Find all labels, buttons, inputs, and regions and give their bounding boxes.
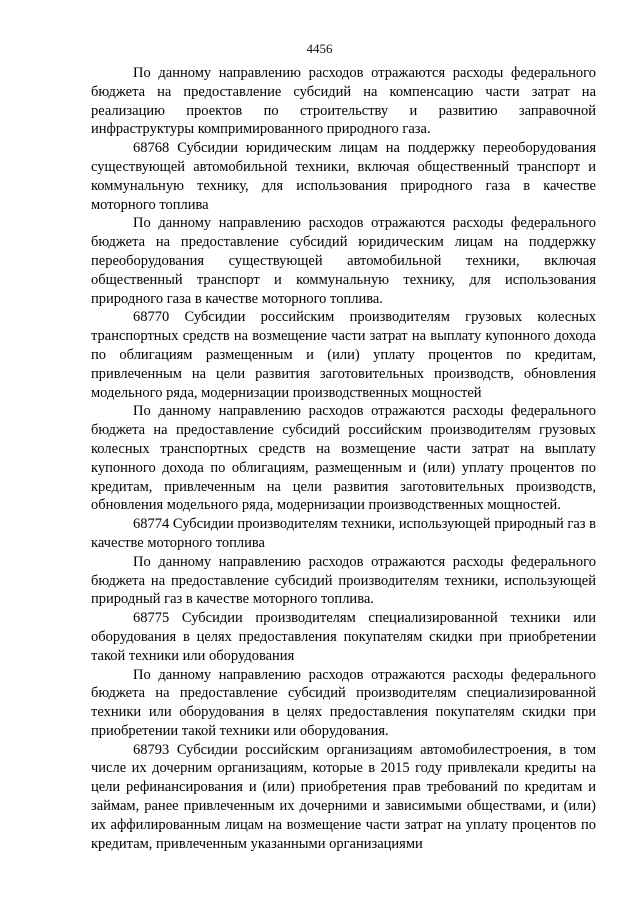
paragraph-code-68775-heading: 68775 Субсидии производителям специализированной техники или оборудования в целях предоставления покупателям скидки при приобретении такой техники или оборудования <box>91 610 596 664</box>
paragraph-expense-description: По данному направлению расходов отражаются расходы федерального бюджета на предоставление субсидий на компенсацию части затрат на реализацию проектов по строительству и развитию заправочной инфраструктуры компримированного природного газа. <box>91 65 596 138</box>
paragraph-expense-description: По данному направлению расходов отражаются расходы федерального бюджета на предоставление субсидий российским производителям грузовых колесных транспортных средств на возмещение части затрат на выплату купонного дохода по облигациям, размещенным и (или) уплату процентов по кредитам, привлеченным на цели развития заготовительных производств, обновления модельного ряда, модернизации производственных мощностей. <box>91 403 596 514</box>
paragraph-expense-description: По данному направлению расходов отражаются расходы федерального бюджета на предоставление субсидий юридическим лицам на поддержку переоборудования существующей автомобильной техники, включая общественный транспорт и коммунальную технику, для использования природного газа в качестве моторного топлива. <box>91 215 596 307</box>
paragraph-code-68770-heading: 68770 Субсидии российским производителям грузовых колесных транспортных средств на возмещение части затрат на выплату купонного дохода по облигациям размещенным и (или) уплату процентов по кредитам, привлеченным на цели развития заготовительных производств, обновления модельного ряда, модернизации производственных мощностей <box>91 309 596 401</box>
paragraph-expense-description: По данному направлению расходов отражаются расходы федерального бюджета на предоставление субсидий производителям специализированной техники или оборудования в целях предоставления покупателям скидки при приобретении такой техники или оборудования. <box>91 666 596 739</box>
paragraph-code-68768-heading: 68768 Субсидии юридическим лицам на поддержку переоборудования существующей автомобильной техники, включая общественный транспорт и коммунальную технику, для использования природного газа в качестве моторного топлива <box>91 140 596 213</box>
document-body <box>91 64 596 853</box>
page-number: 4456 <box>306 41 333 56</box>
paragraph-code-68793-heading: 68793 Субсидии российским организациям автомобилестроения, в том числе их дочерним организациям, которые в 2015 году привлекали кредиты на цели рефинансирования и (или) приобретения прав требований по кредитам и займам, ранее привлеченным их дочерними и зависимыми обществами, и (или) их аффилированным лицам на возмещение части затрат на уплату процентов по кредитам, привлеченным указанными организациями <box>91 741 596 852</box>
paragraph-expense-description: По данному направлению расходов отражаются расходы федерального бюджета на предоставление субсидий производителям техники, использующей природный газ в качестве моторного топлива. <box>91 553 596 608</box>
paragraph-code-68774-heading: 68774 Субсидии производителям техники, использующей природный газ в качестве моторного топлива <box>91 516 596 551</box>
